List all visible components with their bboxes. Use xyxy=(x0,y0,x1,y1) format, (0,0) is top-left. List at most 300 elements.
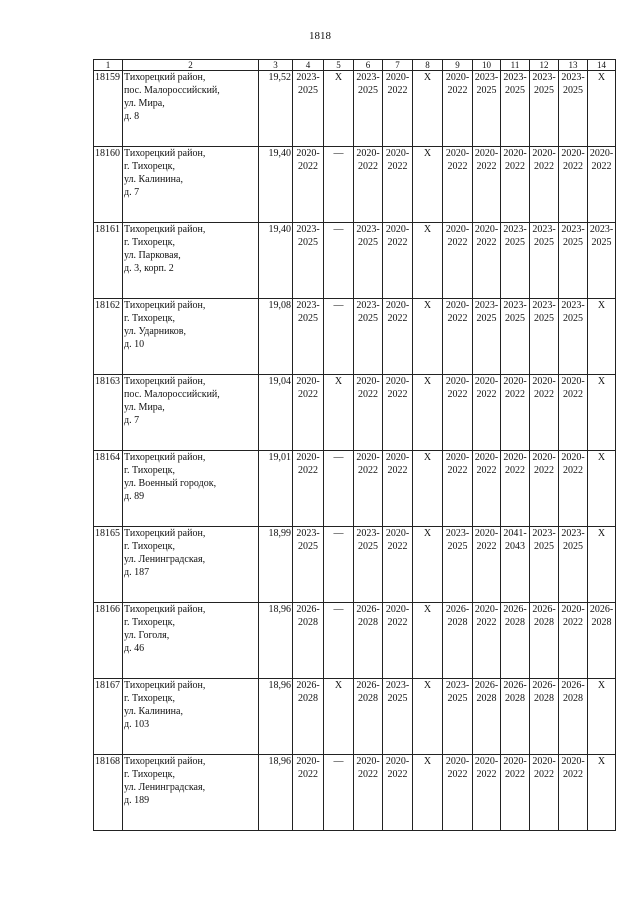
registry-number: 18162 xyxy=(94,299,123,375)
column-number-3: 3 xyxy=(259,60,293,71)
address-line: Тихорецкий район, xyxy=(124,604,206,615)
period-line: 2023- xyxy=(561,528,585,539)
registry-number: 18166 xyxy=(94,603,123,679)
dash-mark: — xyxy=(333,604,344,615)
period-line: 2025 xyxy=(387,693,408,704)
dash-mark: — xyxy=(333,528,344,539)
table-row xyxy=(94,603,616,679)
period-line: 2022 xyxy=(563,465,583,476)
period-line: 2022 xyxy=(476,769,497,780)
address-line: ул. Мира, xyxy=(124,402,165,413)
column-number-9: 9 xyxy=(443,60,473,71)
period-line: 2025 xyxy=(298,313,318,324)
registry-number: 18159 xyxy=(94,71,123,147)
period-line: 2020- xyxy=(445,452,470,463)
value-cell: 18,99 xyxy=(259,527,293,603)
period-line: 2023- xyxy=(561,72,585,83)
address-line: ул. Ленинградская, xyxy=(124,782,206,793)
period-line: 2020- xyxy=(385,528,410,539)
x-mark: X xyxy=(423,148,432,159)
period-cell-col-14 xyxy=(588,147,616,223)
period-line: 2023- xyxy=(503,72,527,83)
period-line: 2026- xyxy=(561,680,585,691)
period-cell-col-5 xyxy=(324,375,354,451)
table-row xyxy=(94,527,616,603)
period-cell-col-10 xyxy=(473,223,501,299)
period-line: 2020- xyxy=(445,72,470,83)
period-line: 2026- xyxy=(474,680,499,691)
period-line: 2020- xyxy=(503,376,527,387)
period-line: 2022 xyxy=(387,161,408,172)
period-line: 2022 xyxy=(298,769,318,780)
period-cell-col-11 xyxy=(501,223,530,299)
period-line: 2025 xyxy=(534,541,554,552)
period-cell-col-10 xyxy=(473,375,501,451)
x-mark: X xyxy=(423,756,432,767)
period-line: 2025 xyxy=(534,237,554,248)
period-line: 2023- xyxy=(296,300,320,311)
period-cell-col-11 xyxy=(501,147,530,223)
x-mark: X xyxy=(334,72,343,83)
period-line: 2025 xyxy=(505,237,525,248)
period-cell-col-5 xyxy=(324,527,354,603)
period-line: 2026- xyxy=(503,680,527,691)
period-cell-col-8 xyxy=(413,223,443,299)
address-line: Тихорецкий район, xyxy=(124,756,206,767)
period-cell-col-6 xyxy=(354,603,383,679)
period-cell-col-8 xyxy=(413,755,443,831)
period-line: 2028 xyxy=(534,693,554,704)
period-line: 2025 xyxy=(534,85,554,96)
period-line: 2026- xyxy=(296,604,320,615)
period-cell-col-13 xyxy=(559,299,588,375)
period-cell-col-9 xyxy=(443,527,473,603)
period-line: 2022 xyxy=(505,389,525,400)
column-number-1: 1 xyxy=(94,60,123,71)
period-line: 2023- xyxy=(589,224,614,235)
period-line: 2025 xyxy=(358,237,378,248)
period-line: 2023- xyxy=(532,300,556,311)
period-line: 2022 xyxy=(534,769,554,780)
address-cell xyxy=(123,527,259,603)
period-line: 2023- xyxy=(561,224,585,235)
period-line: 2020- xyxy=(356,376,380,387)
period-line: 2020- xyxy=(296,148,320,159)
period-cell-col-9 xyxy=(443,147,473,223)
address-line: д. 8 xyxy=(124,111,140,122)
period-cell-col-7 xyxy=(383,147,413,223)
period-cell-col-7 xyxy=(383,603,413,679)
column-number-12: 12 xyxy=(530,60,559,71)
period-cell-col-4 xyxy=(293,147,324,223)
period-cell-col-14 xyxy=(588,375,616,451)
x-mark: X xyxy=(597,680,606,691)
x-mark: X xyxy=(423,72,432,83)
table-row xyxy=(94,679,616,755)
period-cell-col-6 xyxy=(354,223,383,299)
period-cell-col-8 xyxy=(413,71,443,147)
period-cell-col-5 xyxy=(324,223,354,299)
period-line: 2025 xyxy=(358,541,378,552)
period-cell-col-10 xyxy=(473,755,501,831)
period-cell-col-5 xyxy=(324,755,354,831)
period-cell-col-12 xyxy=(530,755,559,831)
address-line: ул. Парковая, xyxy=(124,250,181,261)
period-line: 2022 xyxy=(505,161,525,172)
address-line: д. 187 xyxy=(124,567,150,578)
period-line: 2022 xyxy=(447,769,468,780)
period-line: 2023- xyxy=(474,72,499,83)
period-cell-col-7 xyxy=(383,223,413,299)
period-cell-col-14 xyxy=(588,299,616,375)
period-line: 2020- xyxy=(385,452,410,463)
page-number: 1818 xyxy=(309,30,331,42)
period-cell-col-13 xyxy=(559,147,588,223)
period-line: 2022 xyxy=(447,465,468,476)
period-cell-col-14 xyxy=(588,527,616,603)
period-line: 2026- xyxy=(445,604,470,615)
address-line: ул. Ленинградская, xyxy=(124,554,206,565)
period-line: 2020- xyxy=(296,452,320,463)
period-line: 2020- xyxy=(385,72,410,83)
period-line: 2020- xyxy=(532,376,556,387)
address-line: д. 7 xyxy=(124,415,140,426)
period-line: 2022 xyxy=(358,389,378,400)
period-line: 2020- xyxy=(503,756,527,767)
column-number-2: 2 xyxy=(123,60,259,71)
period-line: 2026- xyxy=(532,680,556,691)
period-line: 2026- xyxy=(503,604,527,615)
table-row xyxy=(94,71,616,147)
dash-mark: — xyxy=(333,756,344,767)
x-mark: X xyxy=(597,756,606,767)
period-cell-col-5 xyxy=(324,147,354,223)
period-line: 2041- xyxy=(503,528,527,539)
period-line: 2023- xyxy=(296,528,320,539)
period-line: 2022 xyxy=(534,465,554,476)
period-cell-col-10 xyxy=(473,147,501,223)
period-line: 2022 xyxy=(387,769,408,780)
period-line: 2022 xyxy=(476,389,497,400)
value-cell: 18,96 xyxy=(259,603,293,679)
period-cell-col-8 xyxy=(413,299,443,375)
address-line: ул. Мира, xyxy=(124,98,165,109)
period-line: 2023- xyxy=(503,224,527,235)
value-cell: 19,52 xyxy=(259,71,293,147)
period-line: 2020- xyxy=(561,148,585,159)
column-number-13: 13 xyxy=(559,60,588,71)
period-cell-col-8 xyxy=(413,451,443,527)
period-line: 2022 xyxy=(298,465,318,476)
value-cell: 19,40 xyxy=(259,147,293,223)
period-line: 2025 xyxy=(447,541,468,552)
period-line: 2022 xyxy=(387,465,408,476)
period-line: 2023- xyxy=(532,72,556,83)
period-line: 2023- xyxy=(503,300,527,311)
address-line: г. Тихорецк, xyxy=(124,161,175,172)
period-line: 2028 xyxy=(298,617,318,628)
column-number-11: 11 xyxy=(501,60,530,71)
address-line: пос. Малороссийский, xyxy=(124,389,220,400)
period-line: 2022 xyxy=(358,465,378,476)
period-cell-col-7 xyxy=(383,375,413,451)
period-line: 2022 xyxy=(563,161,583,172)
period-cell-col-7 xyxy=(383,71,413,147)
value-cell: 18,96 xyxy=(259,755,293,831)
period-cell-col-12 xyxy=(530,223,559,299)
period-line: 2022 xyxy=(387,541,408,552)
x-mark: X xyxy=(423,300,432,311)
address-line: г. Тихорецк, xyxy=(124,237,175,248)
period-cell-col-6 xyxy=(354,375,383,451)
period-line: 2020- xyxy=(385,604,410,615)
period-cell-col-10 xyxy=(473,451,501,527)
period-cell-col-10 xyxy=(473,679,501,755)
period-cell-col-10 xyxy=(473,71,501,147)
period-line: 2020- xyxy=(503,452,527,463)
address-line: д. 7 xyxy=(124,187,140,198)
period-line: 2022 xyxy=(447,161,468,172)
period-line: 2022 xyxy=(447,237,468,248)
period-line: 2043 xyxy=(505,541,525,552)
period-cell-col-8 xyxy=(413,527,443,603)
period-line: 2020- xyxy=(445,300,470,311)
x-mark: X xyxy=(597,72,606,83)
period-cell-col-9 xyxy=(443,71,473,147)
period-cell-col-12 xyxy=(530,299,559,375)
registry-number: 18167 xyxy=(94,679,123,755)
period-line: 2022 xyxy=(505,769,525,780)
value-cell: 19,04 xyxy=(259,375,293,451)
period-line: 2020- xyxy=(356,452,380,463)
period-line: 2020- xyxy=(474,756,499,767)
period-cell-col-9 xyxy=(443,451,473,527)
period-line: 2022 xyxy=(563,769,583,780)
period-line: 2026- xyxy=(356,680,380,691)
period-cell-col-13 xyxy=(559,223,588,299)
period-line: 2023- xyxy=(296,72,320,83)
address-line: Тихорецкий район, xyxy=(124,148,206,159)
period-cell-col-7 xyxy=(383,451,413,527)
period-cell-col-4 xyxy=(293,679,324,755)
period-cell-col-5 xyxy=(324,71,354,147)
table-row xyxy=(94,299,616,375)
column-number-14: 14 xyxy=(588,60,616,71)
period-line: 2023- xyxy=(356,224,380,235)
period-line: 2022 xyxy=(387,85,408,96)
registry-number: 18165 xyxy=(94,527,123,603)
period-cell-col-11 xyxy=(501,299,530,375)
period-cell-col-4 xyxy=(293,451,324,527)
period-line: 2025 xyxy=(505,313,525,324)
period-line: 2023- xyxy=(356,300,380,311)
period-cell-col-5 xyxy=(324,299,354,375)
period-line: 2020- xyxy=(474,452,499,463)
address-cell xyxy=(123,755,259,831)
x-mark: X xyxy=(423,376,432,387)
period-line: 2023- xyxy=(474,300,499,311)
period-line: 2025 xyxy=(505,85,525,96)
period-line: 2020- xyxy=(445,224,470,235)
period-line: 2028 xyxy=(534,617,554,628)
period-line: 2026- xyxy=(296,680,320,691)
period-line: 2025 xyxy=(563,313,583,324)
period-line: 2022 xyxy=(387,313,408,324)
period-line: 2028 xyxy=(358,617,378,628)
period-line: 2020- xyxy=(385,300,410,311)
period-cell-col-9 xyxy=(443,603,473,679)
address-line: д. 89 xyxy=(124,491,145,502)
period-line: 2023- xyxy=(561,300,585,311)
period-cell-col-13 xyxy=(559,375,588,451)
period-line: 2020- xyxy=(356,756,380,767)
x-mark: X xyxy=(597,300,606,311)
period-cell-col-10 xyxy=(473,527,501,603)
column-number-8: 8 xyxy=(413,60,443,71)
address-line: Тихорецкий район, xyxy=(124,528,206,539)
period-cell-col-12 xyxy=(530,603,559,679)
period-line: 2022 xyxy=(298,161,318,172)
x-mark: X xyxy=(423,224,432,235)
period-cell-col-4 xyxy=(293,375,324,451)
period-line: 2028 xyxy=(591,617,612,628)
period-cell-col-12 xyxy=(530,527,559,603)
period-line: 2028 xyxy=(476,693,497,704)
address-cell xyxy=(123,299,259,375)
registry-number: 18160 xyxy=(94,147,123,223)
period-cell-col-9 xyxy=(443,755,473,831)
address-line: Тихорецкий район, xyxy=(124,300,206,311)
period-cell-col-8 xyxy=(413,679,443,755)
period-line: 2025 xyxy=(563,541,583,552)
address-line: г. Тихорецк, xyxy=(124,541,175,552)
period-line: 2026- xyxy=(356,604,380,615)
period-line: 2022 xyxy=(476,541,497,552)
dash-mark: — xyxy=(333,148,344,159)
period-line: 2022 xyxy=(563,617,583,628)
period-cell-col-9 xyxy=(443,223,473,299)
x-mark: X xyxy=(334,680,343,691)
period-cell-col-9 xyxy=(443,299,473,375)
address-line: пос. Малороссийский, xyxy=(124,85,220,96)
value-cell: 19,08 xyxy=(259,299,293,375)
address-cell xyxy=(123,375,259,451)
period-line: 2028 xyxy=(447,617,468,628)
period-cell-col-4 xyxy=(293,755,324,831)
address-cell xyxy=(123,223,259,299)
period-cell-col-7 xyxy=(383,679,413,755)
period-line: 2022 xyxy=(476,617,497,628)
x-mark: X xyxy=(597,376,606,387)
period-cell-col-14 xyxy=(588,451,616,527)
period-cell-col-13 xyxy=(559,755,588,831)
period-line: 2020- xyxy=(385,224,410,235)
period-line: 2026- xyxy=(589,604,614,615)
period-cell-col-13 xyxy=(559,451,588,527)
period-line: 2023- xyxy=(385,680,410,691)
period-cell-col-6 xyxy=(354,147,383,223)
period-cell-col-12 xyxy=(530,147,559,223)
period-cell-col-4 xyxy=(293,223,324,299)
period-line: 2020- xyxy=(445,756,470,767)
period-cell-col-13 xyxy=(559,679,588,755)
period-line: 2023- xyxy=(445,528,470,539)
period-line: 2025 xyxy=(534,313,554,324)
period-line: 2028 xyxy=(358,693,378,704)
address-line: Тихорецкий район, xyxy=(124,224,206,235)
x-mark: X xyxy=(597,452,606,463)
period-line: 2022 xyxy=(476,465,497,476)
period-cell-col-4 xyxy=(293,299,324,375)
address-line: г. Тихорецк, xyxy=(124,693,175,704)
period-cell-col-12 xyxy=(530,71,559,147)
period-line: 2023- xyxy=(356,528,380,539)
period-cell-col-14 xyxy=(588,755,616,831)
dash-mark: — xyxy=(333,224,344,235)
period-cell-col-7 xyxy=(383,755,413,831)
period-line: 2020- xyxy=(385,756,410,767)
address-line: ул. Военный городок, xyxy=(124,478,217,489)
x-mark: X xyxy=(423,680,432,691)
x-mark: X xyxy=(597,528,606,539)
period-line: 2020- xyxy=(474,224,499,235)
address-line: д. 10 xyxy=(124,339,145,350)
period-cell-col-6 xyxy=(354,299,383,375)
period-line: 2025 xyxy=(298,85,318,96)
period-line: 2020- xyxy=(561,756,585,767)
dash-mark: — xyxy=(333,300,344,311)
period-cell-col-5 xyxy=(324,603,354,679)
address-line: г. Тихорецк, xyxy=(124,465,175,476)
period-line: 2022 xyxy=(387,617,408,628)
address-line: ул. Ударников, xyxy=(124,326,187,337)
period-cell-col-8 xyxy=(413,147,443,223)
address-line: д. 103 xyxy=(124,719,150,730)
period-line: 2028 xyxy=(505,617,525,628)
address-line: ул. Калинина, xyxy=(124,174,183,185)
address-cell xyxy=(123,147,259,223)
period-line: 2020- xyxy=(296,376,320,387)
period-cell-col-10 xyxy=(473,299,501,375)
period-line: 2020- xyxy=(385,148,410,159)
table-body xyxy=(94,71,616,831)
period-cell-col-11 xyxy=(501,603,530,679)
period-line: 2023- xyxy=(296,224,320,235)
period-line: 2020- xyxy=(561,604,585,615)
period-line: 2020- xyxy=(474,148,499,159)
value-cell: 19,01 xyxy=(259,451,293,527)
period-cell-col-6 xyxy=(354,71,383,147)
period-cell-col-11 xyxy=(501,71,530,147)
period-cell-col-6 xyxy=(354,451,383,527)
period-cell-col-12 xyxy=(530,451,559,527)
address-cell xyxy=(123,451,259,527)
registry-number: 18168 xyxy=(94,755,123,831)
address-line: Тихорецкий район, xyxy=(124,452,206,463)
period-cell-col-4 xyxy=(293,71,324,147)
column-number-5: 5 xyxy=(324,60,354,71)
period-line: 2023- xyxy=(356,72,380,83)
period-line: 2020- xyxy=(589,148,614,159)
address-cell xyxy=(123,679,259,755)
period-cell-col-6 xyxy=(354,527,383,603)
address-line: д. 189 xyxy=(124,795,150,806)
period-cell-col-7 xyxy=(383,527,413,603)
period-line: 2020- xyxy=(561,376,585,387)
period-line: 2023- xyxy=(445,680,470,691)
address-line: г. Тихорецк, xyxy=(124,617,175,628)
period-cell-col-5 xyxy=(324,679,354,755)
